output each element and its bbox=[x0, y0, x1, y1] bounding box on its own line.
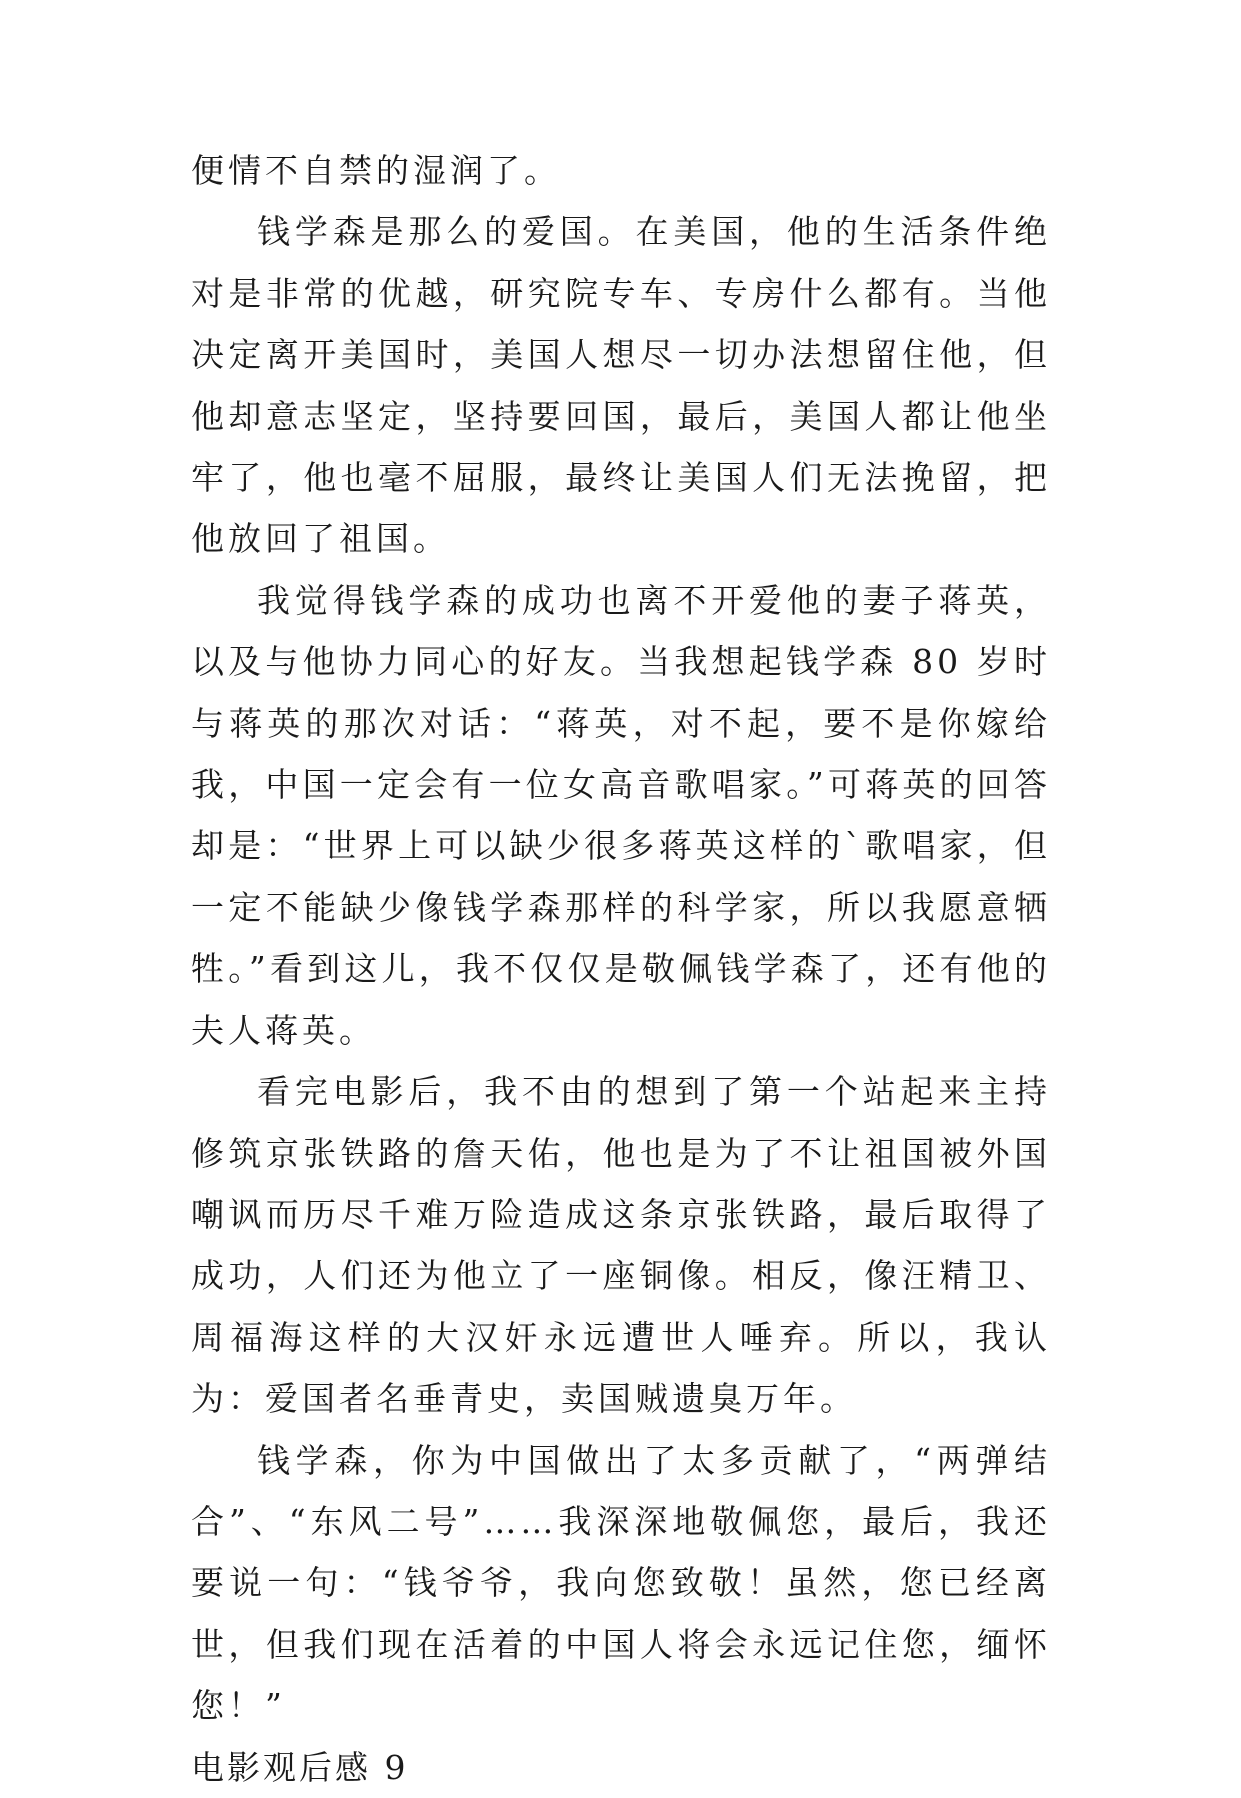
essay-body bbox=[191, 140, 1051, 1798]
paragraph-continuation: 便情不自禁的湿润了。 bbox=[191, 151, 561, 190]
paragraph-patriotism: 钱学森是那么的爱国。在美国，他的生活条件绝对是非常的优越，研究院专车、专房什么都有。当他决定离开美国时，美国人想尽一切办法想留住他，但他却意志坚定，坚持要回国，最后，美国人都让他坐牢了，他也毫不屈服，最终让美国人们无法挽留，把他放回了祖国。 bbox=[191, 212, 1051, 559]
paragraph-jiang-ying: 我觉得钱学森的成功也离不开爱他的妻子蒋英，以及与他协力同心的好友。当我想起钱学森 80 岁时与蒋英的那次对话：“蒋英，对不起，要不是你嫁给我，中国一定会有一位女高音歌唱家。”可蒋英的回答却是：“世界上可以缺少很多蒋英这样的`歌唱家，但一定不能缺少像钱学森那样的科学家，所以我愿意牺牲。”看到这儿，我不仅仅是敬佩钱学森了，还有他的夫人蒋英。 bbox=[191, 580, 1051, 1050]
next-section-heading: 电影观后感 9 bbox=[191, 1747, 409, 1787]
paragraph-zhan-tianyou: 看完电影后，我不由的想到了第一个站起来主持修筑京张铁路的詹天佑，他也是为了不让祖国被外国嘲讽而历尽千难万险造成这条京张铁路，最后取得了成功，人们还为他立了一座铜像。相反，像汪精卫、周福海这样的大汉奸永远遭世人唾弃。所以，我认为：爱国者名垂青史，卖国贼遗臭万年。 bbox=[191, 1072, 1051, 1419]
paragraph-tribute: 钱学森，你为中国做出了太多贡献了，“两弹结合”、“东风二号”……我深深地敬佩您，最后，我还要说一句：“钱爷爷，我向您致敬！虽然，您已经离世，但我们现在活着的中国人将会永远记住您，缅怀您！” bbox=[191, 1440, 1051, 1726]
